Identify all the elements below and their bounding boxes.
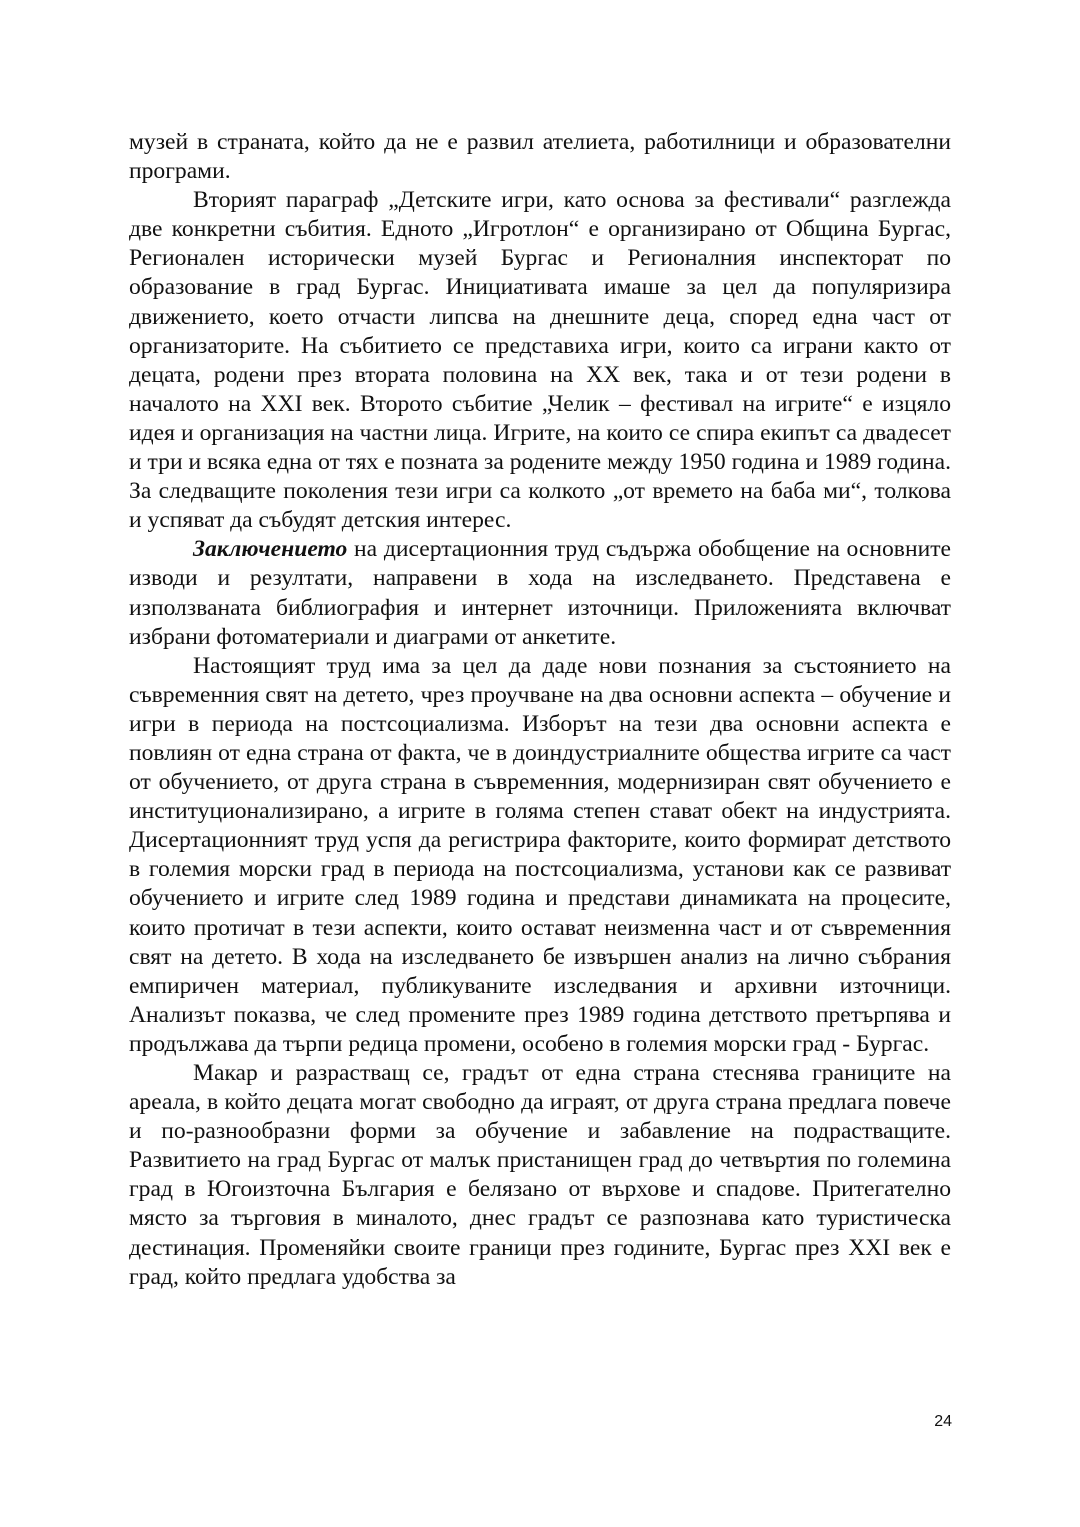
paragraph-city-growth: Макар и разрастващ се, градът от една страна стеснява границите на ареала, в който децата могат свободно да играят, от друга страна предлага повече и по-разнообразни форми за обучение и забавление на подрастващите. Развитието на град Бургас от малък пристанищен град до четвъртия по големина град в Югоизточна България е белязано от върхове и спадове. Притегателно място за търговия в миналото, днес градът се разпознава като туристическа дестинация. Променяйки своите граници през годините, Бургас през XXI век е град, който предлага удобства за <box>129 1060 951 1290</box>
conclusion-text: на дисертационния труд съдържа обобщение на основните изводи и резултати, направени в хода на изследването. Представена е използваната библиография и интернет източници. Приложенията включват избрани фотоматериали и диаграми от анкетите. <box>129 536 951 650</box>
paragraph-festivals: Вторият параграф „Детските игри, като основа за фестивали“ разглежда две конкретни събития. Едното „Игротлон“ е организирано от Община Бургас, Регионален исторически музей Бургас и Регионалния инспекторат по образование в град Бургас. Инициативата имаше за цел да популяризира движението, което отчасти липсва на днешните деца, според една част от организаторите. На събитието се представиха игри, които са играни както от децата, родени през втората половина на XX век, така и от тези родени в началото на XXI век. Второто събитие „Челик – фестивал на игрите“ е изцяло идея и организация на частни лица. Игрите, на които се спира екипът са двадесет и три и всяка една от тях е позната за родените между 1950 година и 1989 година. За следващите поколения тези игри са колкото „от времето на баба ми“, толкова и успяват да събудят детския интерес. <box>129 187 951 534</box>
paragraph-research-summary: Настоящият труд има за цел да даде нови познания за състоянието на съвременния свят на детето, чрез проучване на два основни аспекта – обучение и игри в периода на постсоциализма. Изборът на тези два основни аспекта е повлиян от една страна от факта, че в доиндустриалните общества игрите са част от обучението, от друга страна в съвременния, модернизиран свят обучението е институционализирано, а игрите в голяма степен стават обект на индустрията. Дисертационният труд успя да регистрира факторите, които формират детството в големия морски град в периода на постсоциализма, установи как се развиват обучението и игрите след 1989 година и представи динамиката на процесите, които протичат в тези аспекти, които остават неизменна част и от съвременния свят на детето. В хода на изследването бе извършен анализ на лично събрания емпиричен материал, публикуваните изследвания и архивни източници. Анализът показва, че след промените през 1989 година детството претърпява и продължава да търпи редица промени, особено в големия морски град - Бургас. <box>129 652 951 1057</box>
document-body <box>129 128 951 1292</box>
conclusion-heading: Заключението <box>193 536 348 563</box>
paragraph-continuation: музей в страната, който да не е развил ателиета, работилници и образователни програми. <box>129 129 951 185</box>
page-number: 24 <box>934 1413 952 1430</box>
paragraph-conclusion <box>129 535 951 651</box>
